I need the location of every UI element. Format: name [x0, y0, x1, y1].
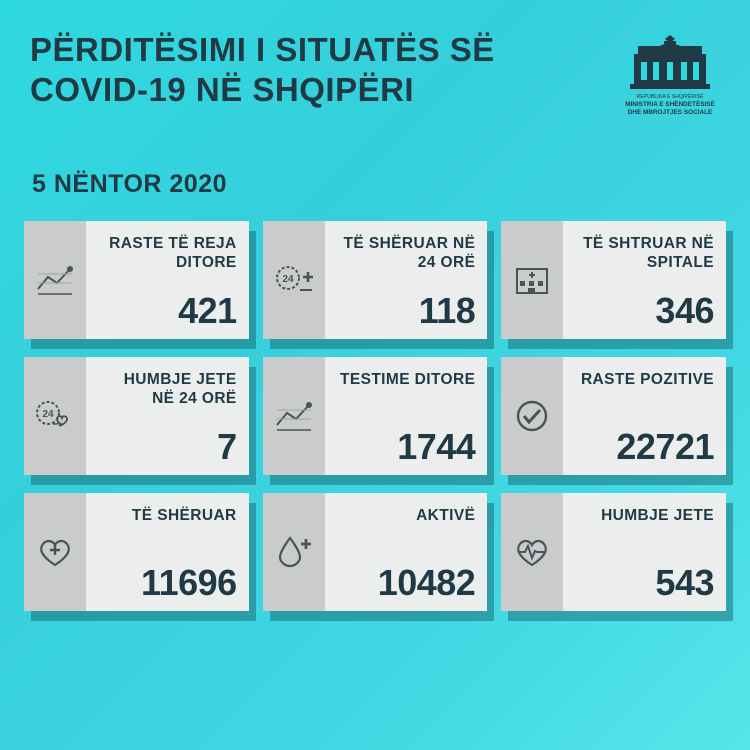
stats-grid — [24, 221, 726, 611]
card-value: 543 — [655, 562, 714, 603]
heart-pulse-icon — [501, 493, 563, 611]
clock-24-heart-icon — [24, 357, 86, 475]
svg-text:24: 24 — [42, 409, 54, 420]
card-label: HUMBJE JETE NË 24 ORË — [123, 371, 237, 408]
clock-24-plus-icon — [263, 221, 325, 339]
page-header — [0, 0, 750, 118]
card-label: TË SHËRUAR — [131, 507, 237, 524]
stat-card — [263, 493, 488, 611]
card-value: 421 — [178, 290, 237, 331]
heart-plus-icon — [24, 493, 86, 611]
card-label: TË SHTRUAR NË SPITALE — [583, 235, 714, 272]
line-chart-icon — [263, 357, 325, 475]
logo-line2: MINISTRIA E SHËNDETËSISË — [625, 101, 715, 108]
stat-card — [501, 357, 726, 475]
card-label: TESTIME DITORE — [339, 371, 476, 388]
line-chart-icon — [24, 221, 86, 339]
card-label: AKTIVË — [416, 507, 476, 524]
card-label: HUMBJE JETE — [601, 507, 714, 524]
droplet-plus-icon — [263, 493, 325, 611]
ministry-logo — [614, 32, 726, 118]
page-title: PËRDITËSIMI I SITUATËS SË COVID-19 NË SHQIPËRI — [30, 31, 495, 109]
card-value: 346 — [655, 290, 714, 331]
logo-line3: DHE MBROJTJES SOCIALE — [627, 109, 713, 116]
stat-card — [263, 221, 488, 339]
logo-line1: REPUBLIKA E SHQIPËRISË — [636, 94, 704, 100]
card-value: 7 — [217, 426, 237, 467]
stat-card — [263, 357, 488, 475]
hospital-building-icon — [501, 221, 563, 339]
card-value: 1744 — [397, 426, 476, 467]
check-circle-icon — [501, 357, 563, 475]
stat-card — [24, 221, 249, 339]
card-label: RASTE POZITIVE — [580, 371, 714, 388]
svg-text:24: 24 — [282, 274, 294, 285]
stat-card — [501, 493, 726, 611]
report-date: 5 NËNTOR 2020 — [32, 170, 228, 198]
stat-card — [24, 357, 249, 475]
card-label: TË SHËRUAR NË 24 ORË — [343, 235, 476, 272]
card-value: 11696 — [141, 562, 237, 603]
card-label: RASTE TË REJA DITORE — [109, 235, 237, 272]
card-value: 22721 — [616, 426, 714, 467]
stat-card — [24, 493, 249, 611]
stat-card — [501, 221, 726, 339]
card-value: 118 — [418, 290, 476, 331]
card-value: 10482 — [377, 562, 476, 603]
